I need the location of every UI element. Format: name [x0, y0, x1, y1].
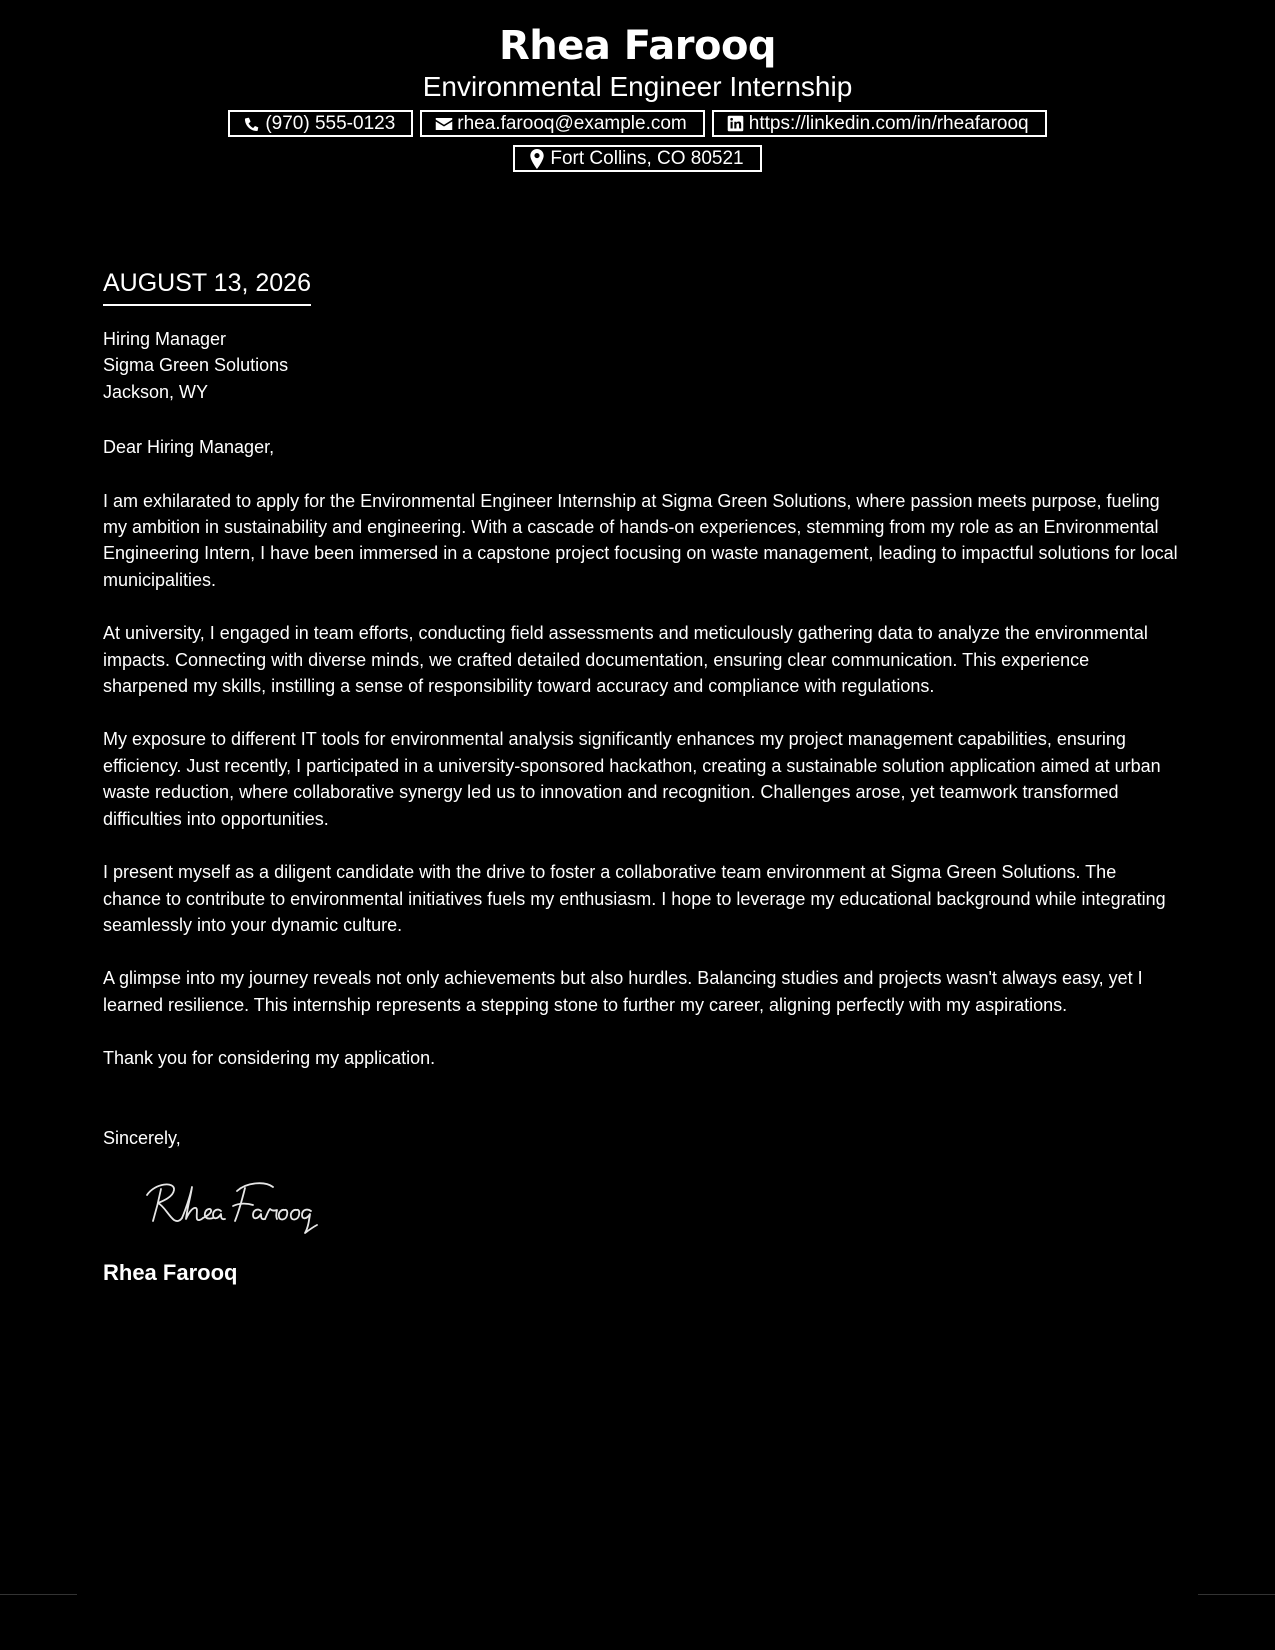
body-paragraph: At university, I engaged in team efforts, conducting field assessments and meticulously gathering data to analyze the environmental impacts. Connecting with diverse minds, we crafted detailed documentation, ensuring clear communication. This experience sharpened my skills, instilling a sense of responsibility toward accuracy and compliance with regulations.	[103, 623, 1148, 697]
recipient-block	[103, 326, 1178, 405]
position-title: Environmental Engineer Internship	[422, 71, 853, 102]
letter-date: AUGUST 13, 2026	[103, 266, 311, 306]
letter-body	[103, 266, 1178, 1287]
phone-contact[interactable]	[228, 110, 413, 137]
email-text: rhea.farooq@example.com	[457, 112, 687, 134]
handwritten-signature	[141, 1175, 1178, 1235]
body-paragraph: A glimpse into my journey reveals not only achievements but also hurdles. Balancing studies and projects wasn't always easy, yet I learned resilience. This internship represents a stepping stone to further my career, aligning perfectly with my aspirations.	[103, 968, 1143, 1015]
footer-rule-left	[0, 1594, 77, 1595]
envelope-icon	[434, 114, 454, 134]
salutation: Dear Hiring Manager,	[103, 437, 275, 458]
closing: Sincerely,	[103, 1127, 181, 1148]
linkedin-contact[interactable]	[712, 110, 1047, 137]
body-paragraph: Thank you for considering my application.	[103, 1048, 436, 1069]
body-paragraph: I am exhilarated to apply for the Environmental Engineer Internship at Sigma Green Solutions, where passion meets purpose, fueling my ambition in sustainability and engineering. With a cascade of hands-on experiences, stemming from my role as an Environmental Engineering Intern, I have been immersed in a capstone project focusing on waste management, leading to impactful solutions for local municipalities.	[103, 490, 1178, 590]
letter-header	[0, 20, 1275, 172]
linkedin-text: https://linkedin.com/in/rheafarooq	[748, 112, 1029, 134]
phone-text: (970) 555-0123	[265, 112, 396, 134]
recipient-location: Jackson, WY	[103, 381, 209, 402]
map-marker-icon	[527, 149, 547, 169]
linkedin-icon	[726, 114, 746, 134]
contact-row	[0, 110, 1275, 137]
body-paragraph: My exposure to different IT tools for environmental analysis significantly enhances my project management capabilities, ensuring efficiency. Just recently, I participated in a university-sponsored hackathon, creating a sustainable solution application aimed at urban waste reduction, where collaborative synergy led us to innovation and recognition. Challenges arose, yet teamwork transformed difficulties into opportunities.	[103, 729, 1161, 829]
location-text: Fort Collins, CO 80521	[550, 147, 744, 169]
footer-rule-right	[1198, 1594, 1275, 1595]
email-contact[interactable]	[420, 110, 704, 137]
location-contact	[513, 145, 761, 172]
phone-icon	[242, 114, 262, 134]
recipient-company: Sigma Green Solutions	[103, 355, 289, 376]
contact-row-location	[0, 145, 1275, 172]
body-paragraph: I present myself as a diligent candidate with the drive to foster a collaborative team environment at Sigma Green Solutions. The chance to contribute to environmental initiatives fuels my enthusiasm. I hope to leverage my educational background while integrating seamlessly into your dynamic culture.	[103, 862, 1166, 935]
recipient-title: Hiring Manager	[103, 329, 227, 349]
applicant-name: Rhea Farooq	[498, 23, 777, 69]
signer-name: Rhea Farooq	[103, 1259, 238, 1285]
